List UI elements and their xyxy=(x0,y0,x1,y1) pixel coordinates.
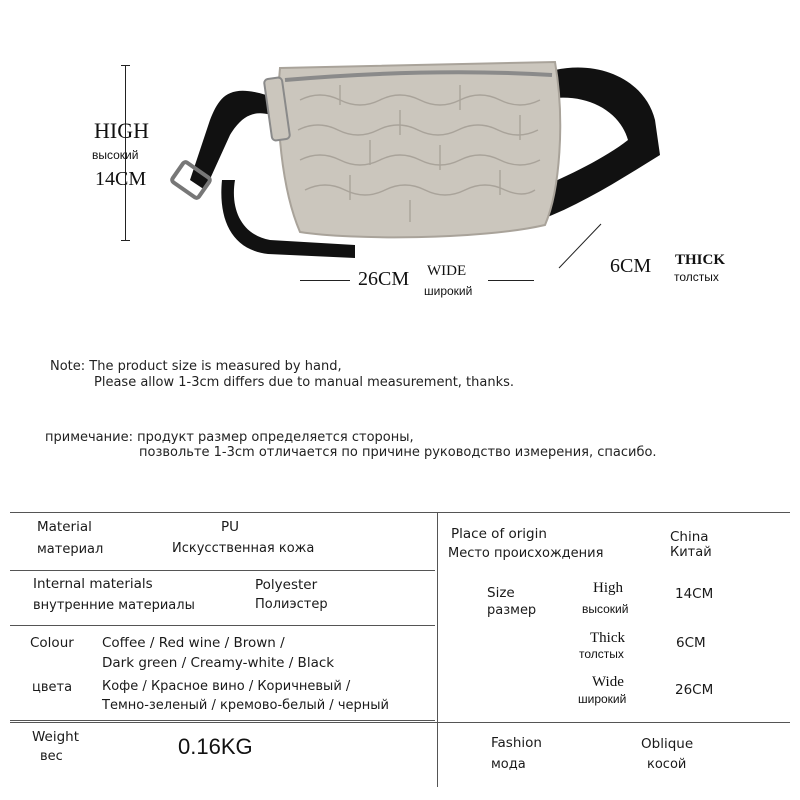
thickness-label-ru: толстых xyxy=(674,270,719,284)
weight-value: 0.16KG xyxy=(178,734,253,759)
height-label-en: HIGH xyxy=(94,118,149,143)
width-dimension-line-right xyxy=(488,280,534,281)
width-label-en: WIDE xyxy=(427,263,467,279)
origin-label-ru: Место происхождения xyxy=(448,546,604,561)
thickness-label-en: THICK xyxy=(675,252,726,268)
size-high-label-en: High xyxy=(593,580,623,596)
table-row-rule-1 xyxy=(10,570,435,571)
internal-value-ru: Полиэстер xyxy=(255,597,328,612)
thickness-value: 6CM xyxy=(610,255,652,277)
table-row-rule-2 xyxy=(10,625,435,626)
size-wide-value: 26CM xyxy=(675,682,714,698)
colour-label-en: Colour xyxy=(30,635,74,651)
colour-value-ru-1: Кофе / Красное вино / Коричневый / xyxy=(102,679,351,694)
fashion-label-ru: мода xyxy=(491,757,526,772)
width-value: 26CM xyxy=(358,268,410,290)
table-row-rule-3 xyxy=(10,722,790,723)
colour-value-en-2: Dark green / Creamy-white / Black xyxy=(102,655,335,671)
thickness-dimension-line xyxy=(555,220,605,272)
material-value-ru: Искусственная кожа xyxy=(172,541,315,556)
weight-label-en: Weight xyxy=(32,729,80,745)
table-top-rule xyxy=(10,512,790,513)
size-label-ru: размер xyxy=(487,603,537,618)
note-en-line1: Note: The product size is measured by hand, xyxy=(50,359,342,374)
height-label-ru: высокий xyxy=(92,148,139,162)
material-label-en: Material xyxy=(37,519,92,535)
height-dimension-tick-top xyxy=(121,65,130,66)
origin-value-ru: Китай xyxy=(670,545,712,560)
weight-label-ru: вес xyxy=(40,749,63,764)
material-label-ru: материал xyxy=(37,542,104,557)
origin-value-en: China xyxy=(670,529,709,545)
fashion-value-ru: косой xyxy=(647,757,687,772)
colour-value-en-1: Coffee / Red wine / Brown / xyxy=(102,635,285,651)
size-thick-value: 6CM xyxy=(676,635,706,651)
size-label-en: Size xyxy=(487,585,515,601)
note-en-line2: Please allow 1-3cm differs due to manual measurement, thanks. xyxy=(94,375,515,390)
size-high-label-ru: высокий xyxy=(582,602,629,616)
height-value: 14CM xyxy=(95,168,147,190)
material-value-en: PU xyxy=(221,519,240,535)
colour-value-ru-2: Темно-зеленый / кремово-белый / черный xyxy=(102,698,389,713)
internal-label-en: Internal materials xyxy=(33,576,153,592)
width-dimension-line-left xyxy=(300,280,350,281)
note-ru-line2: позвольте 1-3cm отличается по причине руководство измерения, спасибо. xyxy=(139,445,657,460)
fashion-value-en: Oblique xyxy=(641,736,694,752)
size-thick-label-en: Thick xyxy=(590,630,625,646)
size-high-value: 14CM xyxy=(675,586,714,602)
colour-label-ru: цвета xyxy=(32,680,73,695)
origin-label-en: Place of origin xyxy=(451,526,547,542)
table-row-rule-left-end xyxy=(10,720,435,721)
table-center-divider xyxy=(437,512,438,787)
internal-value-en: Polyester xyxy=(255,577,318,593)
height-dimension-tick-bottom xyxy=(121,240,130,241)
internal-label-ru: внутренние материалы xyxy=(33,598,195,613)
size-wide-label-en: Wide xyxy=(592,674,624,690)
note-ru-line1: примечание: продукт размер определяется стороны, xyxy=(45,430,414,445)
size-wide-label-ru: широкий xyxy=(578,692,627,706)
fashion-label-en: Fashion xyxy=(491,735,542,751)
width-label-ru: широкий xyxy=(424,284,473,298)
bag-body xyxy=(278,62,560,237)
size-thick-label-ru: толстых xyxy=(579,647,624,661)
